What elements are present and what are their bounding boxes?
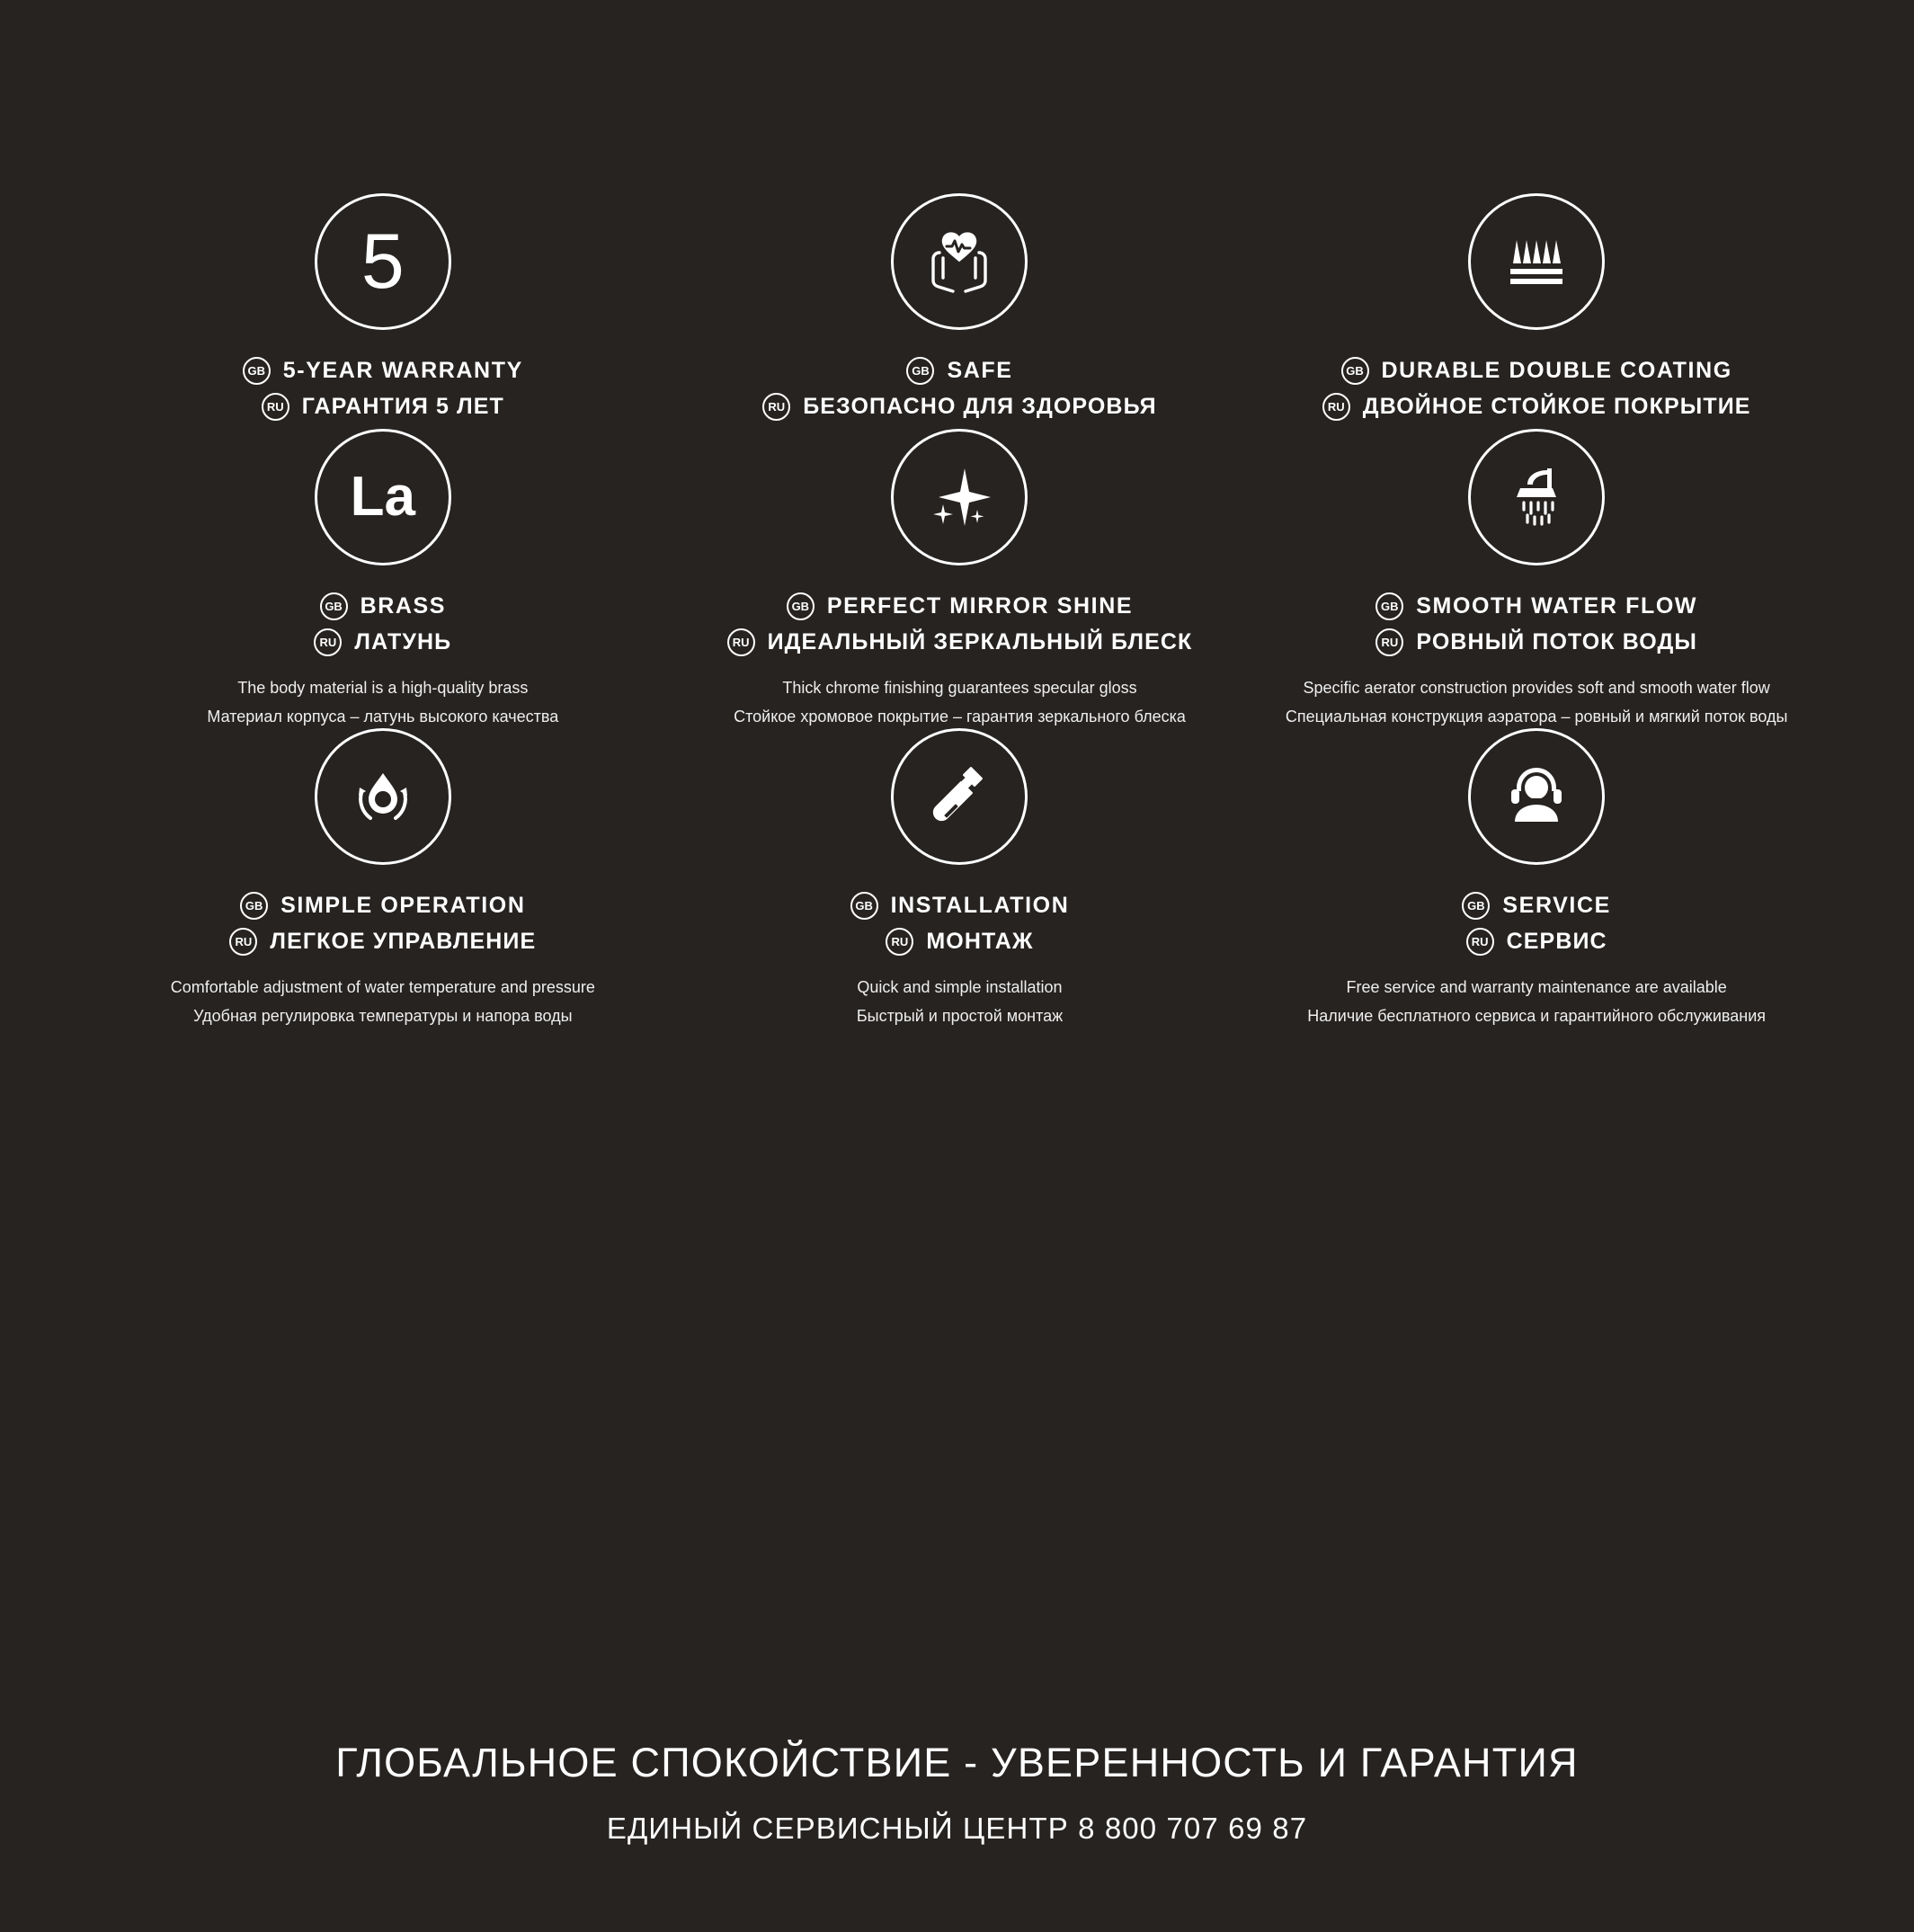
sparkle-shine-icon — [891, 429, 1028, 565]
lang-chip-gb: GB — [243, 357, 271, 385]
feature-title-en: SIMPLE OPERATION — [280, 893, 526, 918]
feature-title-en: PERFECT MIRROR SHINE — [826, 593, 1134, 619]
label-line-en — [112, 592, 654, 620]
label-line-ru — [1266, 628, 1807, 656]
support-agent-headset-icon — [1468, 728, 1605, 865]
lang-chip-gb: GB — [1375, 592, 1403, 620]
feature-description — [112, 975, 654, 1028]
lang-chip-ru: RU — [262, 393, 289, 421]
feature-labels — [690, 357, 1231, 421]
feature-title-en: BRASS — [360, 593, 447, 619]
feature-title-ru: СЕРВИС — [1506, 929, 1607, 954]
lang-chip-gb: GB — [320, 592, 348, 620]
lang-chip-gb: GB — [1462, 892, 1490, 920]
feature-desc-ru: Стойкое хромовое покрытие – гарантия зеркального блеска — [734, 708, 1186, 726]
feature-card-shine — [672, 429, 1249, 728]
five-years-circle-icon — [315, 193, 451, 330]
lang-chip-ru: RU — [1322, 393, 1350, 421]
feature-card-brass — [94, 429, 672, 728]
lang-chip-ru: RU — [1375, 628, 1403, 656]
label-line-ru — [690, 628, 1231, 656]
heart-in-hands-icon — [891, 193, 1028, 330]
footer-headline: ГЛОБАЛЬНОЕ СПОКОЙСТВИЕ - УВЕРЕННОСТЬ И ГАРАНТИЯ — [335, 1740, 1579, 1786]
feature-labels — [112, 357, 654, 421]
feature-title-ru: МОНТАЖ — [926, 929, 1034, 954]
lang-chip-ru: RU — [314, 628, 342, 656]
label-line-ru — [112, 393, 654, 421]
feature-desc-en: The body material is a high-quality brass — [237, 679, 529, 697]
feature-title-ru: ГАРАНТИЯ 5 ЛЕТ — [301, 394, 504, 419]
feature-title-ru: ЛЕГКОЕ УПРАВЛЕНИЕ — [270, 929, 537, 954]
feature-card-simple-operation — [94, 728, 672, 1028]
label-line-en — [690, 892, 1231, 920]
shower-water-flow-icon — [1468, 429, 1605, 565]
label-line-en — [1266, 892, 1807, 920]
feature-desc-en: Thick chrome finishing guarantees specular gloss — [782, 679, 1137, 697]
label-line-ru — [1266, 393, 1807, 421]
lang-chip-gb: GB — [1341, 357, 1369, 385]
lang-chip-ru: RU — [886, 928, 913, 956]
lang-chip-ru: RU — [762, 393, 790, 421]
feature-desc-ru: Материал корпуса – латунь высокого качества — [207, 708, 559, 726]
feature-description — [1266, 975, 1807, 1028]
feature-title-en: DURABLE DOUBLE COATING — [1381, 358, 1732, 383]
feature-description — [690, 975, 1231, 1028]
feature-desc-ru: Наличие бесплатного сервиса и гарантийного обслуживания — [1307, 1007, 1767, 1025]
pipe-wrench-icon — [891, 728, 1028, 865]
feature-labels — [1266, 357, 1807, 421]
label-line-en — [112, 357, 654, 385]
double-coating-layers-icon — [1468, 193, 1605, 330]
feature-title-en: 5-YEAR WARRANTY — [282, 358, 523, 383]
feature-title-en: SERVICE — [1502, 893, 1611, 918]
label-line-en — [1266, 592, 1807, 620]
feature-title-ru: ЛАТУНЬ — [354, 629, 452, 654]
feature-card-service — [1248, 728, 1825, 1028]
feature-description — [112, 676, 654, 728]
feature-desc-en: Quick and simple installation — [857, 978, 1063, 996]
lang-chip-ru: RU — [727, 628, 755, 656]
feature-desc-en: Specific aerator construction provides soft and smooth water flow — [1303, 679, 1770, 697]
lang-chip-ru: RU — [1466, 928, 1494, 956]
feature-title-ru: ИДЕАЛЬНЫЙ ЗЕРКАЛЬНЫЙ БЛЕСК — [767, 629, 1193, 654]
feature-labels — [112, 592, 654, 656]
badge-text: La — [350, 466, 415, 528]
badge-text: 5 — [361, 218, 405, 305]
feature-title-ru: ДВОЙНОЕ СТОЙКОЕ ПОКРЫТИЕ — [1362, 394, 1751, 419]
feature-title-en: INSTALLATION — [890, 893, 1070, 918]
label-line-ru — [112, 628, 654, 656]
label-line-en — [690, 592, 1231, 620]
feature-title-ru: РОВНЫЙ ПОТОК ВОДЫ — [1416, 629, 1697, 654]
feature-card-coating — [1248, 193, 1825, 429]
label-line-ru — [1266, 928, 1807, 956]
lang-chip-gb: GB — [787, 592, 815, 620]
label-line-ru — [112, 928, 654, 956]
lang-chip-gb: GB — [850, 892, 878, 920]
label-line-en — [1266, 357, 1807, 385]
feature-description — [1266, 676, 1807, 728]
feature-title-en: SMOOTH WATER FLOW — [1416, 593, 1698, 619]
feature-desc-ru: Быстрый и простой монтаж — [856, 1007, 1064, 1025]
feature-labels — [1266, 892, 1807, 956]
feature-desc-en: Free service and warranty maintenance are available — [1346, 978, 1727, 996]
feature-title-ru: БЕЗОПАСНО ДЛЯ ЗДОРОВЬЯ — [803, 394, 1157, 419]
feature-desc-ru: Специальная конструкция аэратора – ровный и мягкий поток воды — [1285, 708, 1788, 726]
footer-service-center: ЕДИНЫЙ СЕРВИСНЫЙ ЦЕНТР 8 800 707 69 87 — [606, 1812, 1308, 1846]
water-drop-cycle-icon — [315, 728, 451, 865]
feature-labels — [112, 892, 654, 956]
label-line-en — [112, 892, 654, 920]
label-line-en — [690, 357, 1231, 385]
feature-labels — [690, 592, 1231, 656]
feature-title-en: SAFE — [947, 358, 1013, 383]
feature-grid — [94, 193, 1825, 1028]
feature-desc-en: Comfortable adjustment of water temperature and pressure — [170, 978, 595, 996]
feature-labels — [1266, 592, 1807, 656]
feature-card-safe — [672, 193, 1249, 429]
feature-card-water-flow — [1248, 429, 1825, 728]
feature-card-warranty — [94, 193, 672, 429]
lang-chip-gb: GB — [906, 357, 934, 385]
brass-element-icon — [315, 429, 451, 565]
feature-desc-ru: Удобная регулировка температуры и напора воды — [193, 1007, 573, 1025]
feature-card-installation — [672, 728, 1249, 1028]
footer — [0, 1739, 1914, 1847]
feature-labels — [690, 892, 1231, 956]
label-line-ru — [690, 393, 1231, 421]
lang-chip-gb: GB — [240, 892, 268, 920]
feature-description — [690, 676, 1231, 728]
label-line-ru — [690, 928, 1231, 956]
lang-chip-ru: RU — [229, 928, 257, 956]
